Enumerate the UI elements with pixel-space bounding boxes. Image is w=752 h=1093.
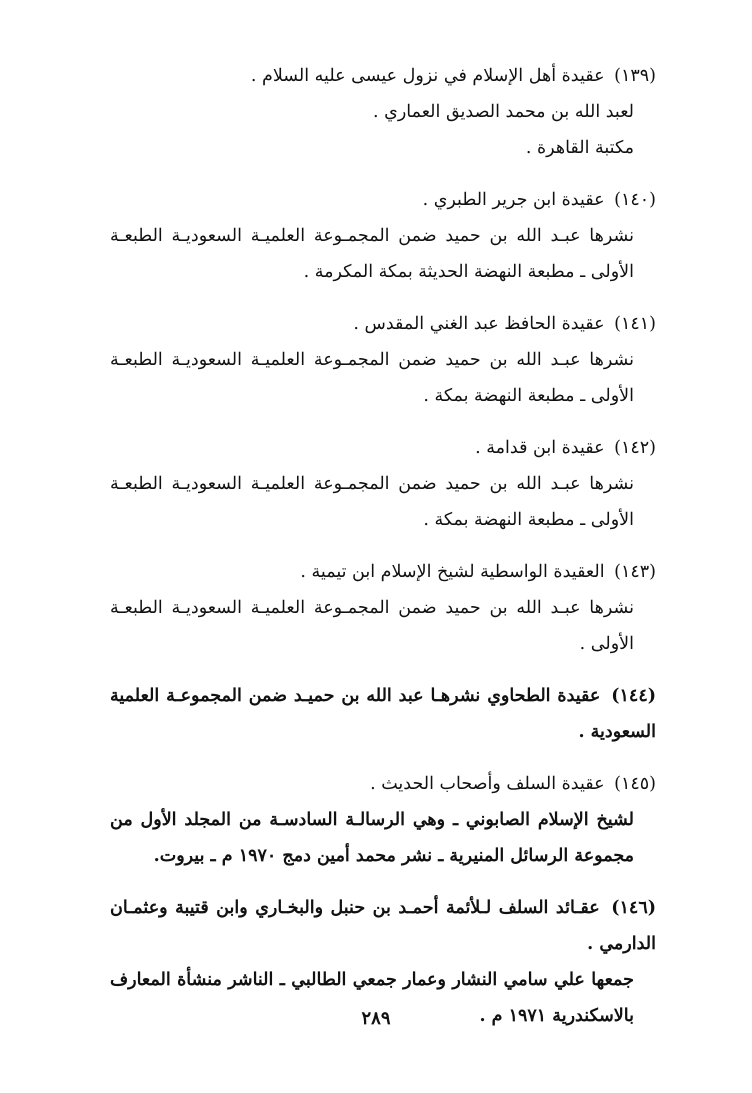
bibliography-entry-145 [110,766,656,874]
entry-number: (١٤٢) [614,438,656,458]
bibliography-entry-144 [110,678,656,750]
entry-detail: لشيخ الإسلام الصابوني ـ وهي الرسالـة السادسـة من المجلد الأول من مجموعة الرسائل المنيرية ـ نشر محمد أمين دمج ١٩٧٠ م ـ بيروت. [110,810,634,866]
entry-number: (١٤١) [614,314,656,334]
entry-title-text: عقيدة الحافظ عبد الغني المقدس . [353,314,605,334]
entry-title-text: عقيدة الطحاوي نشرهـا عبد الله بن حميـد ضمن المجموعـة العلمية السعودية . [110,686,656,742]
entry-number: (١٤٦) [611,898,656,918]
entry-detail: نشرها عبـد الله بن حميد ضمن المجمـوعة العلميـة السعوديـة الطبعـة الأولى ـ مطبعة النهضة بمكة . [110,474,634,530]
entry-number: (١٤٠) [614,190,656,210]
bibliography-entry-139 [110,58,656,166]
entry-number: (١٤٣) [614,562,656,582]
bibliography-list [110,58,656,1050]
entry-title-text: عقيدة ابن قدامة . [475,438,605,458]
entry-title [110,306,656,342]
entry-number: (١٤٥) [614,774,656,794]
entry-detail: مكتبة القاهرة . [525,138,634,158]
bibliography-entry-142 [110,430,656,538]
entry-number: (١٤٤) [611,686,657,706]
entry-detail: نشرها عبـد الله بن حميد ضمن المجمـوعة العلميـة السعوديـة الطبعـة الأولى ـ مطبعة النهضة الحديثة بمكة المكرمة . [110,226,634,282]
entry-title [110,430,656,466]
entry-title-text: عقيدة أهل الإسلام في نزول عيسى عليه السلام . [250,66,605,86]
entry-title [110,890,656,962]
entry-detail: جمعها علي سامي النشار وعمار جمعي الطالبي ـ الناشر منشأة المعارف بالاسكندرية ١٩٧١ م . [110,970,634,1026]
entry-detail: لعبد الله بن محمد الصديق العماري . [373,102,634,122]
entry-title-text: العقيدة الواسطية لشيخ الإسلام ابن تيمية . [300,562,605,582]
bibliography-entry-143 [110,554,656,662]
entry-title-text: عقـائد السلف لـلأئمة أحمـد بن حنبل والبخـاري وابن قتيبة وعثمـان الدارمي . [110,898,656,954]
entry-title [110,678,656,750]
entry-title [110,554,656,590]
entry-title [110,58,656,94]
entry-number: (١٣٩) [614,66,656,86]
entry-title-text: عقيدة السلف وأصحاب الحديث . [370,774,605,794]
entry-title [110,182,656,218]
entry-detail: نشرها عبـد الله بن حميد ضمن المجمـوعة العلميـة السعوديـة الطبعـة الأولى . [110,598,634,654]
bibliography-entry-141 [110,306,656,414]
entry-title-text: عقيدة ابن جرير الطبري . [422,190,605,210]
bibliography-entry-140 [110,182,656,290]
entry-title [110,766,656,802]
page-number: ٢٨٩ [361,1008,391,1029]
entry-detail: نشرها عبـد الله بن حميد ضمن المجمـوعة العلميـة السعوديـة الطبعـة الأولى ـ مطبعة النهضة بمكة . [110,350,634,406]
